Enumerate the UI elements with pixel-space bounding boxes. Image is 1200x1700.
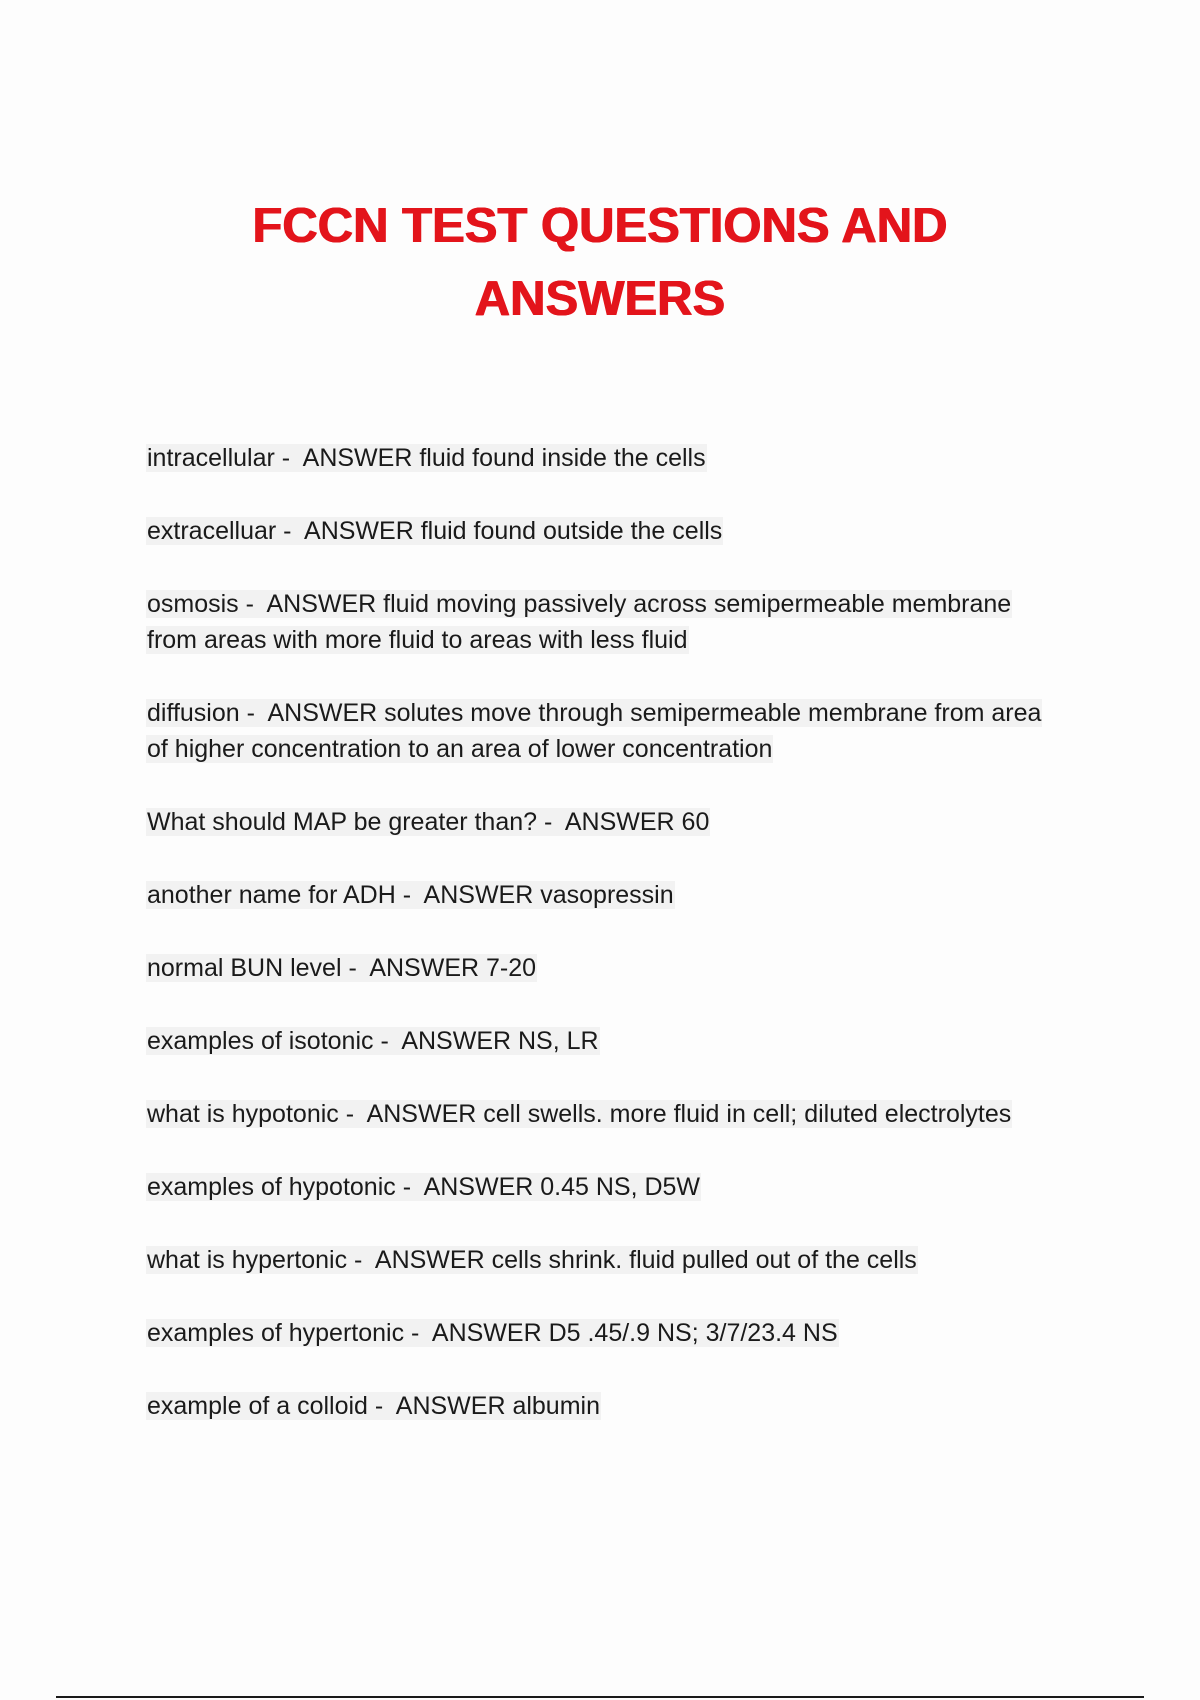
qa-item [146, 1315, 1046, 1351]
answer-text: vasopressin [533, 881, 674, 909]
answer-text: 7-20 [479, 954, 537, 982]
question-text: example of a colloid [147, 1392, 368, 1420]
question-text: examples of hypotonic [147, 1173, 396, 1201]
answer-marker: ANSWER [423, 881, 534, 909]
question-text: diffusion [147, 699, 240, 727]
separator: - [395, 1173, 424, 1201]
question-text: what is hypertonic [147, 1246, 348, 1274]
qa-item [146, 1096, 1046, 1132]
qa-text [146, 444, 707, 472]
answer-text: 0.45 NS, D5W [533, 1173, 701, 1201]
separator: - [238, 590, 267, 618]
separator: - [239, 699, 268, 727]
qa-text [146, 590, 1012, 654]
answer-text: NS, LR [511, 1027, 599, 1055]
qa-item [146, 586, 1046, 658]
qa-text [146, 1027, 600, 1055]
answer-marker: ANSWER [374, 1246, 485, 1274]
separator: - [274, 444, 303, 472]
answer-marker: ANSWER [366, 1100, 477, 1128]
answer-text: cells shrink. fluid pulled out of the cells [484, 1246, 917, 1274]
qa-text [146, 1392, 601, 1420]
answer-marker: ANSWER [267, 699, 378, 727]
qa-item [146, 440, 1046, 476]
answer-text: fluid found outside the cells [413, 517, 723, 545]
qa-text [146, 881, 675, 909]
qa-list [146, 440, 1046, 1424]
separator: - [404, 1319, 432, 1347]
qa-item [146, 1242, 1046, 1278]
qa-item [146, 950, 1046, 986]
separator: - [395, 881, 424, 909]
separator: - [373, 1027, 402, 1055]
qa-item [146, 804, 1046, 840]
question-text: another name for ADH [147, 881, 396, 909]
separator: - [338, 1100, 367, 1128]
qa-text [146, 1319, 839, 1347]
question-text: intracellular [147, 444, 275, 472]
answer-text: D5 .45/.9 NS; 3/7/23.4 NS [541, 1319, 838, 1347]
separator: - [341, 954, 370, 982]
answer-marker: ANSWER [395, 1392, 506, 1420]
question-text: osmosis [147, 590, 239, 618]
answer-marker: ANSWER [423, 1173, 534, 1201]
answer-text: cell swells. more fluid in cell; diluted electrolytes [476, 1100, 1012, 1128]
answer-text: albumin [505, 1392, 600, 1420]
qa-item [146, 695, 1046, 767]
question-text: extracelluar [147, 517, 277, 545]
qa-text [146, 517, 723, 545]
answer-marker: ANSWER [369, 954, 480, 982]
qa-item [146, 877, 1046, 913]
document-title [0, 190, 1200, 336]
footer-divider [56, 1696, 1144, 1698]
separator: - [537, 808, 565, 836]
qa-text [146, 808, 710, 836]
qa-item [146, 1169, 1046, 1205]
answer-marker: ANSWER [564, 808, 675, 836]
question-text: what is hypotonic [147, 1100, 339, 1128]
qa-item [146, 513, 1046, 549]
answer-text: fluid found inside the cells [412, 444, 706, 472]
question-text: examples of hypertonic [147, 1319, 405, 1347]
answer-marker: ANSWER [266, 590, 377, 618]
answer-marker: ANSWER [302, 444, 413, 472]
answer-text: solutes move through semipermeable membrane from area of higher concentration to an area of lower concentration [147, 699, 1042, 763]
qa-item [146, 1023, 1046, 1059]
separator: - [367, 1392, 396, 1420]
qa-text [146, 1246, 918, 1274]
title-line-2: ANSWERS [474, 272, 726, 326]
title-line-1: FCCN TEST QUESTIONS AND [252, 199, 948, 253]
question-text: examples of isotonic [147, 1027, 374, 1055]
question-text: normal BUN level [147, 954, 342, 982]
qa-text [146, 699, 1042, 763]
separator: - [347, 1246, 375, 1274]
answer-text: 60 [674, 808, 710, 836]
qa-text [146, 1100, 1012, 1128]
qa-text [146, 954, 537, 982]
answer-marker: ANSWER [401, 1027, 512, 1055]
answer-marker: ANSWER [431, 1319, 542, 1347]
qa-item [146, 1388, 1046, 1424]
answer-marker: ANSWER [304, 517, 414, 545]
separator: - [276, 517, 305, 545]
question-text: What should MAP be greater than? [147, 808, 538, 836]
answer-text: fluid moving passively across semipermeable membrane from areas with more fluid to areas with less fluid [147, 590, 1012, 654]
qa-text [146, 1173, 701, 1201]
